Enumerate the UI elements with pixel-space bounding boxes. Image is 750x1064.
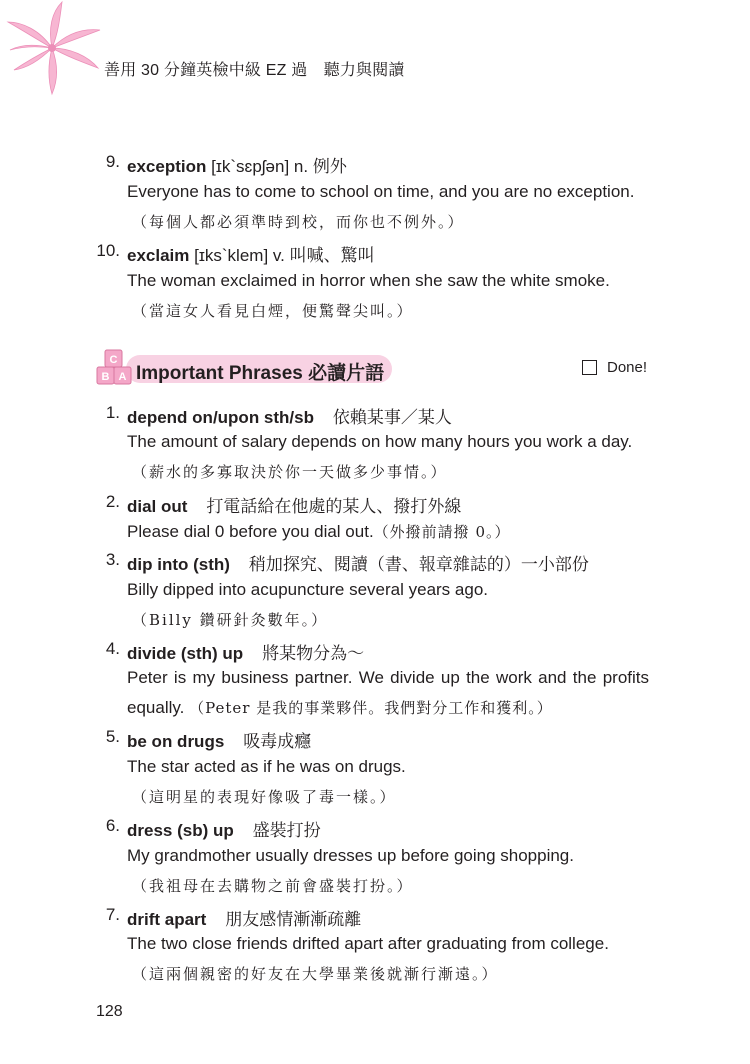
section-title: Important Phrases 必讀片語	[136, 363, 385, 384]
entry-headword-line	[127, 639, 364, 664]
entry-number: 9.	[105, 152, 120, 171]
entry-number: 3.	[105, 550, 120, 569]
running-header-title: 善用 30 分鐘英檢中級 EZ 過 聽力與閱讀	[104, 62, 405, 79]
example-english: The star acted as if he was on drugs.	[127, 757, 406, 776]
entry-pronunciation: [ɪks`klem]	[194, 246, 269, 265]
entry-number: 5.	[105, 727, 120, 746]
example-english: My grandmother usually dresses up before going shopping.	[127, 846, 574, 865]
example-english: Peter is my business partner. We divide up the work and the profits	[127, 668, 649, 687]
example-chinese: （Billy 鑽研針灸數年。）	[132, 611, 329, 629]
entry-gloss: n. 例外	[293, 157, 347, 176]
example-english: Billy dipped into acupuncture several years ago.	[127, 580, 488, 599]
entry-headword-line	[127, 492, 461, 517]
example-chinese: （當這女人看見白煙，便驚聲尖叫。）	[132, 302, 414, 320]
entry-gloss: 吸毒成癮	[243, 732, 312, 751]
entry-number: 1.	[105, 403, 120, 422]
entry-headword-line	[127, 727, 311, 752]
example-chinese: （Peter 是我的事業夥伴。我們對分工作和獲利。）	[189, 699, 553, 717]
entry-gloss: 打電話給在他處的某人、撥打外線	[206, 497, 462, 516]
entry-gloss: 盛裝打扮	[252, 821, 321, 840]
entry-headword-line	[127, 550, 589, 575]
example-chinese: （這明星的表現好像吸了毒一樣。）	[132, 788, 397, 806]
entry-number: 7.	[105, 905, 120, 924]
entry-term: exception	[127, 157, 207, 176]
entry-term: dress (sb) up	[127, 821, 234, 840]
entry-pronunciation: [ɪk`sɛpʃən]	[211, 157, 290, 176]
entry-headword-line	[127, 816, 321, 841]
svg-text:B: B	[101, 371, 110, 383]
example-english: Everyone has to come to school on time, and you are no exception.	[127, 182, 635, 201]
entry-gloss: 依賴某事／某人	[332, 408, 452, 427]
entry-gloss: 朋友感情漸漸疏離	[225, 910, 362, 929]
page-number: 128	[96, 1003, 123, 1020]
example-chinese: （外撥前請撥 0。）	[373, 523, 511, 541]
done-checkbox[interactable]	[582, 360, 597, 375]
entry-term: dip into (sth)	[127, 555, 230, 574]
entry-term: drift apart	[127, 910, 207, 929]
entry-number: 10.	[96, 241, 120, 260]
entry-number: 4.	[105, 639, 120, 658]
example-english: The two close friends drifted apart after graduating from college.	[127, 934, 609, 953]
example-chinese: （我祖母在去購物之前會盛裝打扮。）	[132, 877, 414, 895]
entry-headword-line	[127, 905, 361, 930]
entry-number: 2.	[105, 492, 120, 511]
svg-text:A: A	[118, 371, 127, 383]
entry-headword-line	[127, 403, 452, 428]
example-line	[127, 697, 553, 718]
example-english: Please dial 0 before you dial out.	[127, 522, 374, 541]
svg-text:C: C	[109, 354, 118, 366]
entry-term: divide (sth) up	[127, 644, 244, 663]
done-label: Done!	[607, 359, 648, 376]
entry-term: be on drugs	[127, 732, 225, 751]
entry-term: depend on/upon sth/sb	[127, 408, 314, 427]
entry-headword-line	[127, 152, 347, 177]
entry-term: exclaim	[127, 246, 190, 265]
example-english: The amount of salary depends on how many hours you work a day.	[127, 432, 633, 451]
example-chinese: （薪水的多寡取決於你一天做多少事情。）	[132, 463, 448, 481]
entry-term: dial out	[127, 497, 188, 516]
example-line	[127, 521, 510, 542]
entry-headword-line	[127, 241, 375, 266]
example-english: equally.	[127, 698, 185, 717]
example-chinese: （這兩個親密的好友在大學畢業後就漸行漸遠。）	[132, 965, 499, 983]
entry-gloss: v. 叫喊、驚叫	[272, 246, 375, 265]
example-english: The woman exclaimed in horror when she saw the white smoke.	[127, 271, 610, 290]
abc-blocks-icon	[96, 349, 132, 387]
entry-number: 6.	[105, 816, 120, 835]
entry-gloss: 將某物分為～	[262, 644, 365, 663]
entry-gloss: 稍加探究、閱讀（書、報章雜誌的）一小部份	[248, 555, 589, 574]
flower-decoration-icon	[0, 0, 110, 100]
example-chinese: （每個人都必須準時到校，而你也不例外。）	[132, 213, 465, 231]
